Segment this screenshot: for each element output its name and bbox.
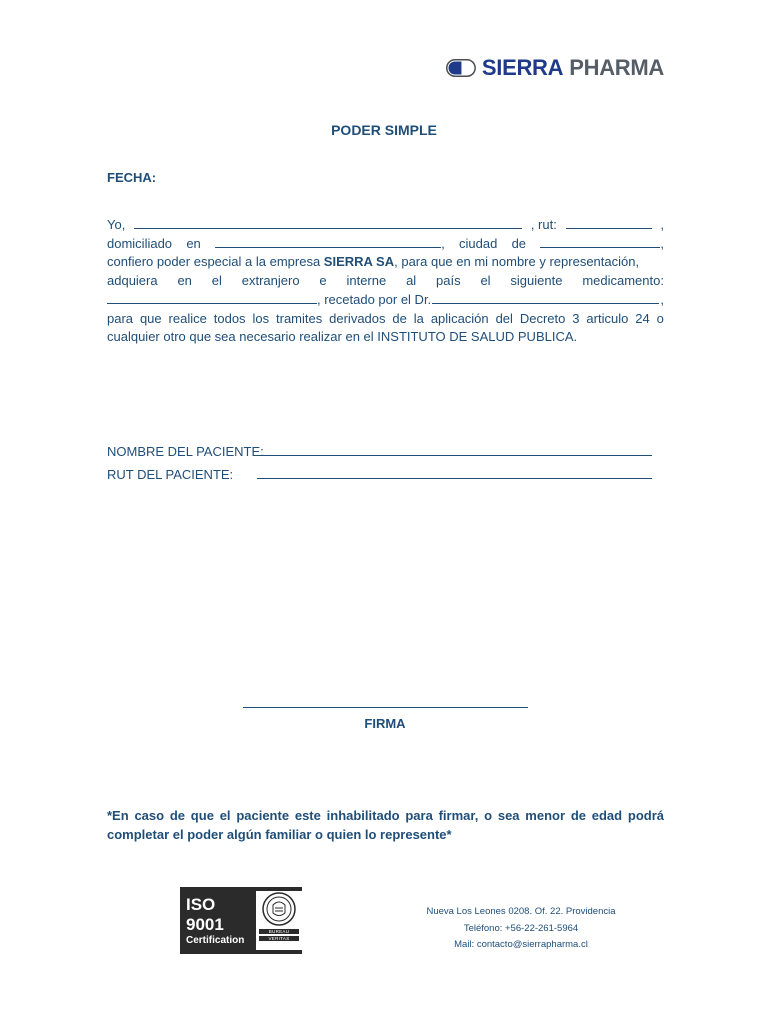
patient-name-label: NOMBRE DEL PACIENTE: (107, 444, 264, 459)
word: medicamento: (582, 273, 664, 289)
word: o (656, 310, 664, 326)
capsule-icon (446, 50, 476, 86)
word: e (319, 273, 327, 289)
paragraph-line-4 (107, 272, 664, 291)
text-fragment (107, 253, 639, 272)
word: todos (213, 310, 246, 326)
bureau-veritas-logo (256, 891, 302, 950)
word: de (392, 310, 407, 326)
text-fragment: , (660, 235, 664, 251)
word: en (177, 273, 192, 289)
text-fragment: domiciliado (107, 235, 173, 251)
word: articulo (586, 310, 629, 326)
paragraph-line-3 (107, 253, 664, 272)
word: siguiente (510, 273, 563, 289)
bv-band-bottom: VERITAS (259, 936, 299, 941)
bureau-veritas-seal-icon (261, 891, 297, 927)
word: que (139, 310, 162, 326)
word: Decreto (519, 310, 566, 326)
word: adquiera (107, 273, 158, 289)
text-fragment: , recetado por el Dr. (317, 291, 432, 307)
logo-word-pharma: PHARMA (569, 55, 664, 80)
word: país (436, 273, 461, 289)
text-fragment: , (441, 235, 445, 251)
word: del (495, 310, 513, 326)
patient-name-row (107, 442, 652, 465)
medication-blank[interactable] (107, 291, 317, 304)
text-fragment: ciudad (458, 235, 498, 251)
word: para (107, 310, 134, 326)
text-fragment: , rut: (530, 217, 557, 232)
word: interne (346, 273, 387, 289)
word: la (413, 310, 424, 326)
paragraph-line-5 (107, 291, 664, 310)
company-logo (446, 44, 664, 92)
contact-info (396, 904, 646, 954)
patient-rut-blank[interactable] (257, 465, 652, 479)
text-fragment: en (186, 235, 201, 251)
word: el (211, 273, 222, 289)
rut-blank[interactable] (566, 216, 652, 229)
logo-word-sierra: SIERRA (481, 55, 564, 80)
body-paragraph (107, 216, 664, 347)
bv-band-top: BUREAU (259, 929, 299, 934)
paragraph-line-7 (107, 328, 664, 347)
patient-fields (107, 442, 652, 488)
email-text[interactable]: Mail: contacto@sierrapharma.cl (454, 939, 588, 950)
word: 24 (635, 310, 650, 326)
iso-certification-badge (180, 887, 302, 954)
word: al (406, 273, 417, 289)
iso-title: ISO 9001 (186, 894, 224, 934)
text-fragment: confiero poder especial a la empresa (107, 254, 324, 270)
word: el (480, 273, 491, 289)
signature-line[interactable] (243, 707, 528, 708)
text-fragment: , (660, 291, 664, 307)
document-title: PODER SIMPLE (331, 122, 437, 138)
iso-subtitle: Certification (186, 934, 245, 946)
word: derivados (329, 310, 386, 326)
word: aplicación (430, 310, 489, 326)
address-text: Nueva Los Leones 0208. Of. 22. Providencia (426, 906, 616, 917)
patient-name-blank[interactable] (257, 442, 652, 456)
text-fragment: , para que en mi nombre y representación, (394, 254, 640, 270)
word: 3 (572, 310, 580, 326)
text-fragment: cualquier otro que sea necesario realizar en el INSTITUTO DE SALUD PUBLICA. (107, 329, 578, 345)
footnote: *En caso de que el paciente este inhabilitado para firmar, o sea menor de edad podrá completar el poder algún familiar o quien lo represente* (107, 808, 664, 842)
date-label: FECHA: (107, 170, 157, 185)
company-name: SIERRA SA (323, 254, 395, 270)
patient-rut-label: RUT DEL PACIENTE: (107, 467, 234, 482)
signature-label: FIRMA (364, 716, 406, 731)
paragraph-line-1 (107, 216, 664, 235)
city-blank[interactable] (540, 235, 660, 248)
text-fragment: , (660, 217, 664, 232)
patient-rut-row (107, 465, 652, 488)
word: realice (168, 310, 207, 326)
doctor-blank[interactable] (432, 291, 659, 304)
logo-wordmark (482, 55, 664, 81)
address-blank[interactable] (215, 235, 441, 248)
text-fragment: Yo, (107, 217, 126, 232)
iso-text (180, 895, 254, 947)
text-fragment: de (511, 235, 527, 251)
name-blank[interactable] (134, 216, 522, 229)
paragraph-line-2 (107, 235, 664, 254)
word: tramites (276, 310, 323, 326)
phone-text: Teléfono: +56-22-261-5964 (463, 922, 579, 934)
word: extranjero (241, 273, 300, 289)
word: los (252, 310, 270, 326)
paragraph-line-6 (107, 310, 664, 329)
